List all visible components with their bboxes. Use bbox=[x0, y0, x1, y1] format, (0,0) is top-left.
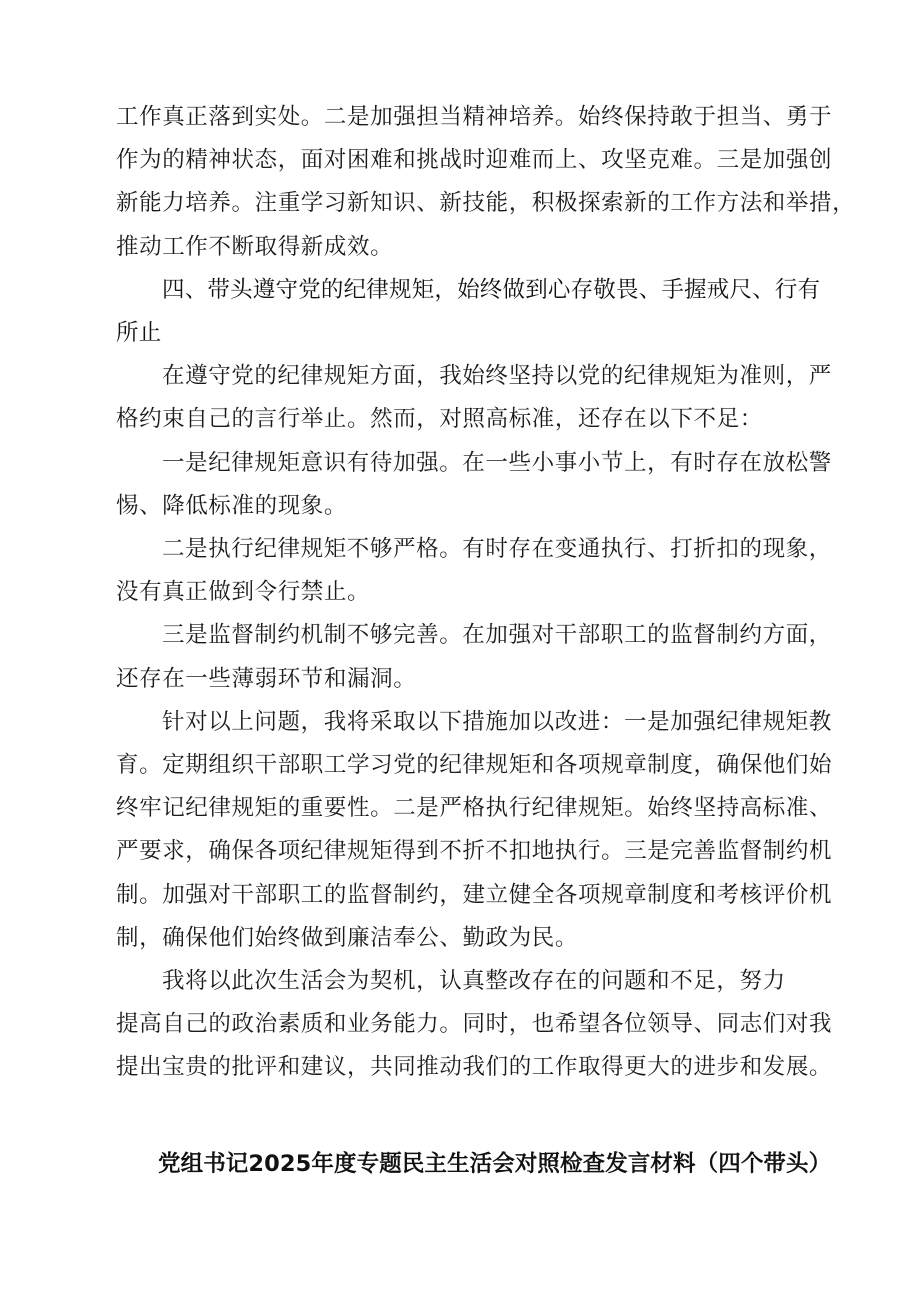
text-line: 终牢记纪律规矩的重要性。二是严格执行纪律规矩。始终坚持高标准、 bbox=[116, 795, 833, 822]
text-line: 提高自己的政治素质和业务能力。同时，也希望各位领导、同志们对我 bbox=[116, 1011, 833, 1038]
paragraph-conclusion bbox=[116, 960, 832, 1090]
paragraph-issue-3 bbox=[116, 614, 832, 700]
text-line: 提出宝贵的批评和建议，共同推动我们的工作取得更大的进步和发展。 bbox=[116, 1054, 833, 1081]
intro-paragraph bbox=[116, 96, 856, 269]
text-line: 育。定期组织干部职工学习党的纪律规矩和各项规章制度，确保他们始 bbox=[116, 752, 833, 779]
paragraph-issue-1 bbox=[116, 442, 832, 528]
text-line: 在遵守党的纪律规矩方面，我始终坚持以党的纪律规矩为准则，严 bbox=[162, 363, 832, 390]
text-line: 推动工作不断取得新成效。 bbox=[116, 233, 394, 260]
text-line: 一是纪律规矩意识有待加强。在一些小事小节上，有时存在放松警 bbox=[162, 449, 832, 476]
text-line: 格约束自己的言行举止。然而，对照高标准，还存在以下不足： bbox=[116, 406, 763, 433]
section-heading-line: 四、带头遵守党的纪律规矩，始终做到心存敬畏、手握戒尺、行有 bbox=[162, 276, 821, 303]
text-line: 作为的精神状态，面对困难和挑战时迎难而上、攻坚克难。三是加强创 bbox=[116, 147, 833, 174]
text-line: 没有真正做到令行禁止。 bbox=[116, 579, 371, 606]
text-line: 惕、降低标准的现象。 bbox=[116, 492, 348, 519]
section-heading-line: 所止 bbox=[116, 320, 162, 347]
text-line: 三是监督制约机制不够完善。在加强对干部职工的监督制约方面， bbox=[162, 622, 832, 649]
paragraph-measures bbox=[116, 701, 832, 960]
text-line: 严要求，确保各项纪律规矩得到不折不扣地执行。三是完善监督制约机 bbox=[116, 838, 833, 865]
text-line: 针对以上问题，我将采取以下措施加以改进：一是加强纪律规矩教 bbox=[162, 708, 832, 735]
paragraph-overview bbox=[116, 355, 832, 441]
next-document-title: 党组书记2025年度专题民主生活会对照检查发言材料（四个带头） bbox=[158, 1151, 832, 1177]
text-line: 二是执行纪律规矩不够严格。有时存在变通执行、打折扣的现象， bbox=[162, 536, 832, 563]
text-line: 我将以此次生活会为契机，认真整改存在的问题和不足，努力 bbox=[162, 968, 786, 995]
text-line: 制。加强对干部职工的监督制约，建立健全各项规章制度和考核评价机 bbox=[116, 881, 833, 908]
text-line: 新能力培养。注重学习新知识、新技能，积极探索新的工作方法和举措， bbox=[116, 190, 856, 217]
text-line: 制，确保他们始终做到廉洁奉公、勤政为民。 bbox=[116, 924, 579, 951]
text-line: 工作真正落到实处。二是加强担当精神培养。始终保持敢于担当、勇于 bbox=[116, 104, 833, 130]
text-line: 还存在一些薄弱环节和漏洞。 bbox=[116, 665, 417, 692]
document-page bbox=[116, 96, 856, 1090]
paragraph-issue-2 bbox=[116, 528, 832, 614]
section-heading bbox=[116, 269, 832, 355]
